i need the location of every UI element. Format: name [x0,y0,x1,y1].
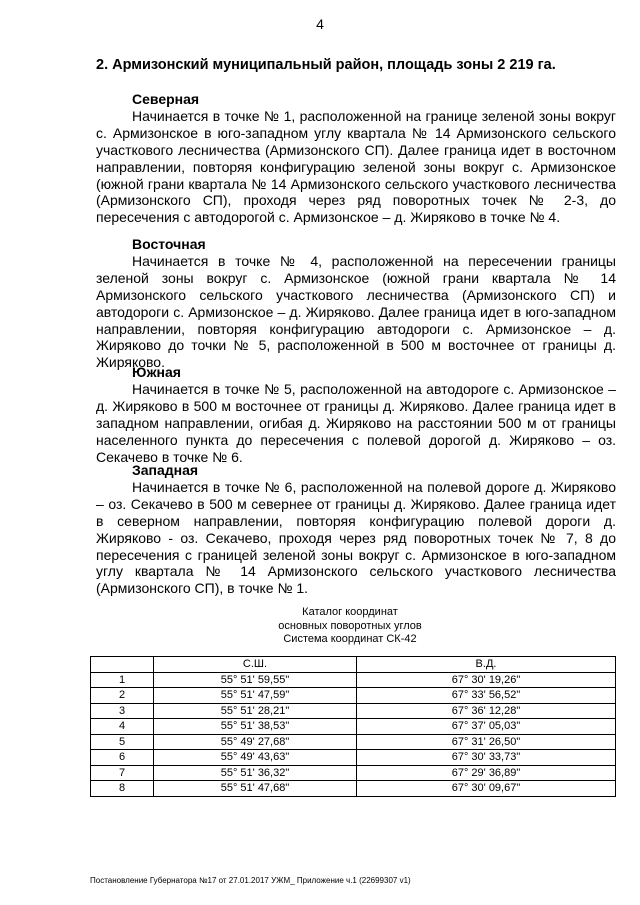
table-cell: 55° 49' 43,63" [154,750,357,766]
table-cell: 3 [91,703,154,719]
table-header-row [91,657,616,673]
table-cell: 67° 36' 12,28" [357,703,616,719]
table-cell: 67° 29' 36,89" [357,765,616,781]
table-row [91,734,616,750]
section-title: Южная [132,364,181,380]
section-text: Начинается в точке № 5, расположенной на автодороге с. Армизонское – д. Жиряково в 500 м восточнее от границы д. Жиряково. Далее граница идет в западном направлении, огибая д. Жиряково на расстоянии 500 м от границы населенного пункта до пересечения с полевой дорогой д. Жиряково – оз. Секачево в точке № 6. [96,380,616,465]
table-row [91,688,616,704]
table-row [91,765,616,781]
caption-line: основных поворотных углов [278,619,422,632]
table-cell: 67° 37' 05,03" [357,719,616,735]
section-west [96,462,616,597]
table-cell: 7 [91,765,154,781]
caption-line: Система координат СК-42 [283,633,417,645]
caption-line: Каталог координат [302,606,398,618]
table-row [91,781,616,797]
header-cell: С.Ш. [154,657,357,673]
table-cell: 55° 51' 47,59" [154,688,357,704]
section-east [96,236,616,371]
table-cell: 55° 51' 59,55" [154,672,357,688]
page-number: 4 [316,16,324,32]
table-row [91,719,616,735]
table-row [91,672,616,688]
table-row [91,703,616,719]
document-footer: Постановление Губернатора №17 от 27.01.2017 УЖМ_ Приложение ч.1 (22699307 v1) [90,876,411,885]
section-south [96,364,616,465]
table-cell: 4 [91,719,154,735]
section-text: Начинается в точке № 4, расположенной на пересечении границы зеленой зоны вокруг с. Армизонское (южной грани квартала № 14 Армизонского сельского участкового лесничества (Армизонского СП) и автодороги с. Армизонское – д. Жиряково. Далее граница идет в юго-западном направлении, повторяя конфигурацию автодороги с. Армизонское – д. Жиряково до точки № 5, расположенной в 500 м восточнее от границы д. Жиряково. [96,252,616,371]
table-cell: 6 [91,750,154,766]
table-cell: 5 [91,734,154,750]
section-heading: 2. Армизонский муниципальный район, площадь зоны 2 219 га. [96,57,556,73]
table-cell: 2 [91,688,154,704]
table-cell: 67° 30' 09,67" [357,781,616,797]
table-cell: 55° 51' 28,21" [154,703,357,719]
section-north [96,91,616,226]
table-cell: 55° 51' 36,32" [154,765,357,781]
table-cell: 67° 30' 19,26" [357,672,616,688]
section-title: Северная [132,91,200,107]
header-cell [91,657,154,673]
table-cell: 55° 51' 38,53" [154,719,357,735]
catalog-caption [0,606,640,647]
table-cell: 55° 49' 27,68" [154,734,357,750]
table-cell: 8 [91,781,154,797]
table-cell: 1 [91,672,154,688]
table-cell: 67° 30' 33,73" [357,750,616,766]
section-text: Начинается в точке № 1, расположенной на границе зеленой зоны вокруг с. Армизонское в юго-западном углу квартала № 14 Армизонского сельского участкового лесничества (Армизонского СП). Далее граница идет в восточном направлении, повторяя конфигурацию зеленой зоны вокруг с. Армизонское (южной грани квартала № 14 Армизонского сельского участкового лесничества (Армизонского СП), проходя через ряд поворотных точек № 2-3, до пересечения с автодорогой с. Армизонское – д. Жиряково в точке № 4. [96,107,616,226]
table-cell: 67° 31' 26,50" [357,734,616,750]
table-cell: 55° 51' 47,68" [154,781,357,797]
section-title: Восточная [132,236,206,252]
coordinates-table [90,656,616,797]
header-cell: В.Д. [357,657,616,673]
section-title: Западная [132,462,199,478]
table-row [91,750,616,766]
section-text: Начинается в точке № 6, расположенной на полевой дороге д. Жиряково – оз. Секачево в 500 м севернее от границы д. Жиряково. Далее граница идет в северном направлении, повторяя конфигурацию полевой дороги д. Жиряково - оз. Секачево, проходя через ряд поворотных точек № 7, 8 до пересечения с границей зеленой зоны вокруг с. Армизонское в юго-западном углу квартала № 14 Армизонского сельского участкового лесничества (Армизонского СП), в точке № 1. [96,478,616,597]
table-cell: 67° 33' 56,52" [357,688,616,704]
